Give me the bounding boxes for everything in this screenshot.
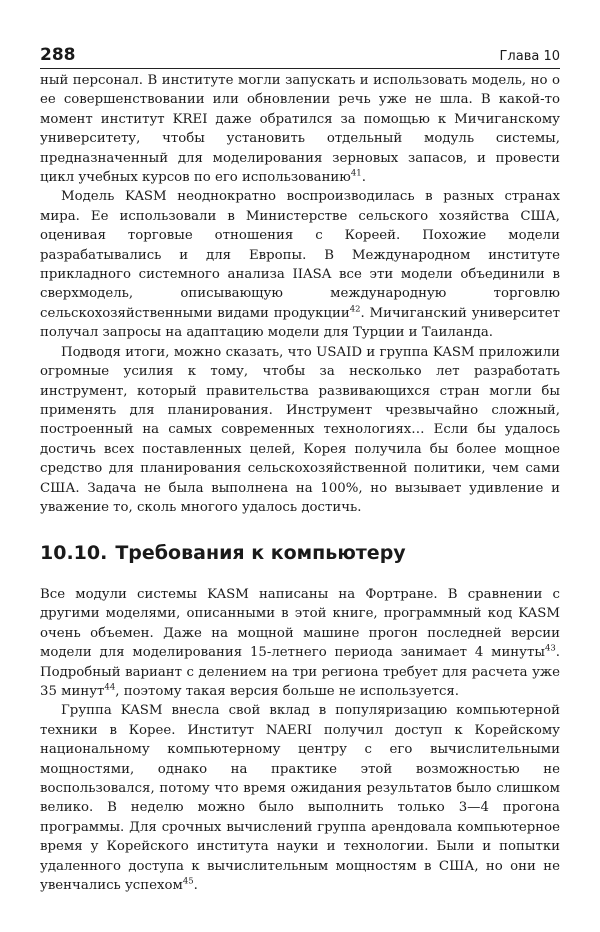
footnote-ref: 44 [104, 682, 116, 693]
footnote-ref: 42 [349, 304, 361, 315]
paragraph-continued: ный персонал. В институте могли запускать и использовать модель, но о ее совершенствовании или обновлении речь уже не шла. В какой-то момент институт KREI даже обратился за помощью к Мичиганскому университету, чтобы установить отдельный модуль системы, предназначенный для моделирования зерновых запасов, и провести цикл учебных курсов по его использованию$^{41}$. [40, 73, 560, 186]
page-header [40, 40, 560, 69]
section-heading [40, 541, 560, 565]
paragraph: Все модули системы KASM написаны на Фортране. В сравнении с другими моделями, описанными в этой книге, программный код KASM очень объемен. Даже на мощной машине прогон последней версии модели для моделирования 15-летнего периода занимает 4 минуты$^{43}$. Подробный вариант с делением на три региона требует для расчета уже 35 минут$^{44}$, поэтому такая версия больше не используется. [40, 587, 560, 700]
text-block-before-section [40, 71, 560, 517]
chapter-running-head: Глава 10 [499, 49, 560, 64]
section-title: Требования к компьютеру [115, 542, 406, 564]
footnote-ref: 45 [182, 876, 194, 887]
text-block-after-section [40, 585, 560, 896]
paragraph: Группа KASM внесла свой вклад в популяризацию компьютерной техники в Корее. Институт NAERI получил доступ к Корейскому национальному компьютерному центру с его вычислительными мощностями, однако на практике этой возможностью не воспользовался, потому что время ожидания результатов было слишком велико. В неделю можно было выполнить только 3—4 прогона программы. Для срочных вычислений группа арендовала компьютерное время у Корейского института науки и технологии. Были и попытки удаленного доступа к вычислительным мощностям в США, но они не увенчались успехом$^{45}$. [40, 703, 560, 894]
paragraph: Подводя итоги, можно сказать, что USAID и группа KASM приложили огромные усилия к тому, чтобы за несколько лет разработать инструмент, который правительства развивающихся стран могли бы применять для планирования. Инструмент чрезвычайно сложный, построенный на самых современных технологиях… Если бы удалось достичь всех поставленных целей, Корея получила бы более мощное средство для планирования сельскохозяйственной политики, чем сами США. Задача не была выполнена на 100%, но вызывает удивление и уважение то, сколь многого удалось достичь. [40, 344, 560, 515]
section-number: 10.10. [40, 542, 108, 564]
page-number: 288 [40, 45, 76, 65]
paragraph: Модель KASM неоднократно воспроизводилась в разных странах мира. Ее использовали в Министерстве сельского хозяйства США, оценивая торговые отношения с Кореей. Похожие модели разрабатывались и для Европы. В Международном институте прикладного системного анализа IIASA все эти модели объединили в сверхмодель, описывающую международную торговлю сельскохозяйственными видами продукции$^{42}$. Мичиганский университет получал запросы на адаптацию модели для Турции и Таиланда. [40, 189, 561, 341]
footnote-ref: 43 [544, 643, 556, 654]
footnote-ref: 41 [350, 168, 362, 179]
